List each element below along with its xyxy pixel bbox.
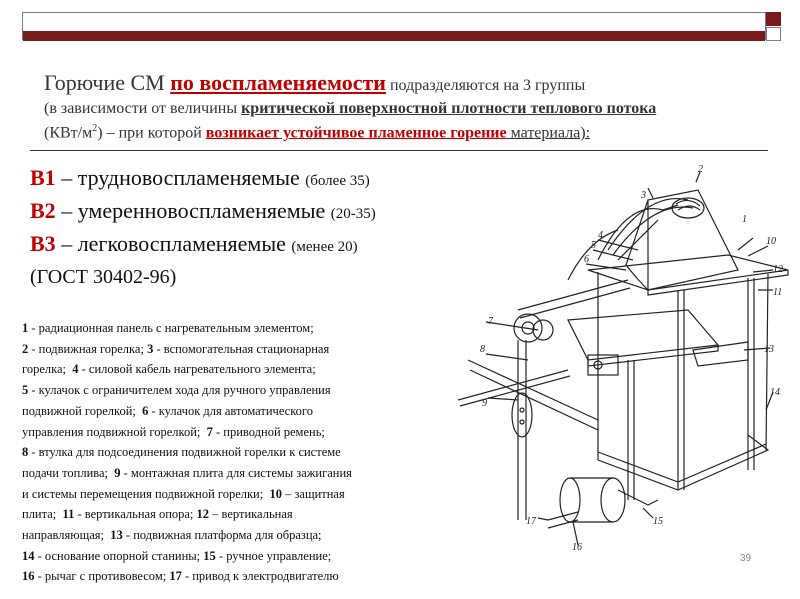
heading-line-1: [44, 70, 764, 99]
legend-line: плита; 11 - вертикальная опора; 12 – вертикальная: [22, 507, 293, 522]
heading-emphasis: по воспламеняемости: [170, 70, 386, 95]
heading-line-2: [44, 99, 764, 119]
counterweight-lever: [518, 340, 526, 520]
group-b2: [30, 196, 376, 229]
callout-10: 10: [766, 236, 776, 247]
legend-line: 1 - радиационная панель с нагревательным элементом;: [22, 321, 314, 335]
callout-14: 14: [770, 387, 780, 398]
callout-15: 15: [653, 516, 663, 527]
heading-text: Горючие СМ: [44, 70, 171, 95]
heading-underlined: материала):: [506, 124, 591, 142]
callout-13: 13: [764, 344, 774, 355]
legend-line: 8 - втулка для подсоединения подвижной горелки к системе: [22, 445, 341, 460]
group-name: – легковоспламеняемые: [55, 231, 292, 256]
group-code: В2: [30, 198, 56, 223]
legend-line: 2 - подвижная горелка; 3 - вспомогательная стационарная: [22, 341, 330, 356]
heading-text-small: подразделяются на 3 группы: [385, 77, 586, 94]
callout-6: 6: [584, 254, 589, 265]
page-number: 39: [740, 553, 752, 564]
heading-emphasis-red: возникает устойчивое пламенное горение: [205, 124, 507, 142]
callout-4: 4: [598, 230, 603, 241]
legend-line: и системы перемещения подвижной горелки; 10 – защитная: [22, 486, 345, 501]
radiant-panel: [648, 190, 738, 290]
heading-text: (КВт/м: [44, 124, 93, 142]
callout-16: 16: [572, 542, 582, 553]
vertical-supports: [598, 272, 768, 490]
callout-2: 2: [698, 164, 703, 175]
callout-12: 12: [773, 264, 783, 275]
callout-11: 11: [773, 287, 783, 298]
callout-5: 5: [591, 240, 596, 251]
flammability-groups: [30, 163, 376, 292]
group-code: В1: [30, 165, 56, 190]
base-frame: [598, 435, 768, 490]
corner-square-red: [766, 12, 781, 26]
legend-line: 14 - основание опорной станины; 15 - ручное управление;: [22, 548, 332, 563]
legend-line: подвижной горелкой; 6 - кулачок для автоматического: [22, 403, 313, 418]
legend-line: 5 - кулачок с ограничителем хода для ручного управления: [22, 383, 331, 398]
burner-pipes: [608, 199, 693, 260]
legend-line: направляющая; 13 - подвижная платформа для образца;: [22, 528, 322, 543]
protective-plate: [588, 255, 788, 290]
group-b3: [30, 229, 376, 262]
corner-square-white: [766, 27, 781, 41]
legend-line: подачи топлива; 9 - монтажная плита для системы зажигания: [22, 465, 352, 480]
legend: [22, 318, 422, 587]
heading-line-3: [44, 119, 764, 143]
apparatus-svg: [448, 160, 793, 555]
group-code: В3: [30, 231, 56, 256]
group-b1: [30, 163, 376, 196]
group-range: (менее 20): [291, 239, 358, 255]
group-name: – трудновоспламеняемые: [55, 165, 306, 190]
callout-3: 3: [641, 190, 646, 201]
legend-line: 16 - рычаг с противовесом; 17 - привод к электродвигателю: [22, 569, 339, 584]
heading-text: (в зависимости от величины: [44, 100, 242, 117]
group-range: (20-35): [330, 206, 376, 222]
slide-heading: [44, 70, 764, 143]
callout-7: 7: [488, 316, 493, 327]
burner-arm: [518, 280, 630, 318]
title-bar-stripe: [23, 31, 765, 41]
heading-divider: [30, 150, 768, 151]
heading-text: ) – при которой: [97, 124, 206, 142]
callout-9: 9: [482, 398, 487, 409]
superscript: 2: [92, 123, 98, 134]
group-range: (более 35): [305, 173, 370, 189]
title-bar-decoration: [22, 12, 766, 40]
group-name: – умеренновоспламеняемые: [55, 198, 331, 223]
legend-line: горелка; 4 - силовой кабель нагревательного элемента;: [22, 362, 316, 377]
callout-1: 1: [742, 214, 747, 225]
callout-17: 17: [526, 516, 536, 527]
sample-platform: [568, 310, 718, 360]
legend-line: управления подвижной горелкой; 7 - приводной ремень;: [22, 424, 325, 439]
callout-8: 8: [480, 344, 485, 355]
apparatus-drawing: [448, 160, 793, 555]
gost-reference: (ГОСТ 30402-96): [30, 266, 177, 288]
heading-underlined: критической поверхностной плотности теплового потока: [241, 100, 657, 117]
